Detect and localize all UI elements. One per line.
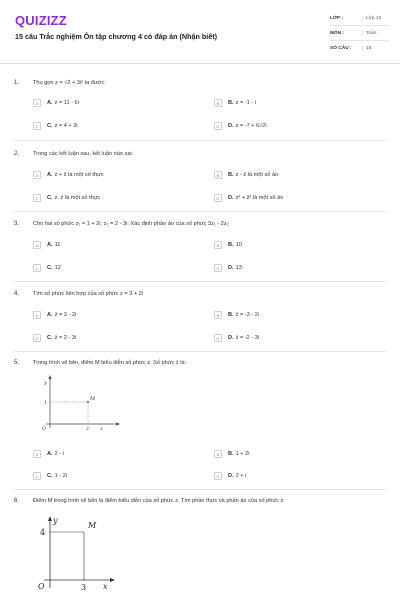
- option-text: 1 + 2i: [235, 451, 250, 457]
- option-letter: B: [214, 450, 222, 458]
- y-axis-arrow: [49, 375, 52, 379]
- option-letter: D: [214, 194, 222, 202]
- option-b[interactable]: [214, 240, 242, 250]
- option-c[interactable]: [33, 121, 78, 131]
- option-label: A.: [47, 451, 53, 457]
- option-letter: D: [214, 472, 222, 480]
- option-c[interactable]: [33, 263, 61, 273]
- x-tick-label: 3: [81, 583, 87, 592]
- option-d[interactable]: [214, 333, 259, 343]
- option-text: z̄ = 3 - 2i: [54, 312, 77, 318]
- option-letter: A: [33, 99, 41, 107]
- option-letter: A: [33, 450, 41, 458]
- option-text: z̄ = -3 - 2i: [235, 312, 260, 318]
- question-number: 4.: [14, 291, 20, 297]
- option-text: 13: [235, 265, 242, 271]
- question-divider: [14, 281, 386, 282]
- option-d[interactable]: [214, 121, 267, 131]
- quizizz-logo: QUIZIZZ: [15, 13, 67, 28]
- y-axis-label: y: [53, 516, 58, 525]
- option-letter: A: [33, 241, 41, 249]
- option-label: A.: [47, 172, 53, 178]
- question-number: 6.: [14, 498, 20, 504]
- count-value: 15: [362, 46, 390, 51]
- option-d[interactable]: [214, 263, 242, 273]
- option-text: z + z̄ là một số thực: [54, 172, 104, 178]
- option-text: 2 + i: [235, 473, 247, 479]
- option-b[interactable]: [214, 310, 259, 320]
- question-divider: [14, 211, 386, 212]
- option-label: D.: [228, 195, 234, 201]
- option-b[interactable]: [214, 170, 278, 180]
- option-text: z² + z̄² là một số ảo: [235, 195, 284, 201]
- option-label: B.: [228, 312, 234, 318]
- question-text: Trong các kết luận sau, kết luận nào sai:: [33, 151, 134, 157]
- option-a[interactable]: [33, 98, 79, 108]
- x-tick-label: 2: [86, 427, 89, 432]
- question-divider: [14, 351, 386, 352]
- x-axis-arrow: [116, 423, 120, 426]
- option-label: B.: [228, 242, 234, 248]
- question-number: 3.: [14, 221, 20, 227]
- worksheet-title: 15 câu Trắc nghiệm Ôn tập chương 4 có đáp án (Nhận biết): [15, 32, 218, 41]
- question-divider: [14, 489, 386, 490]
- option-c[interactable]: [33, 333, 76, 343]
- option-letter: A: [33, 311, 41, 319]
- grade-label: LỚP :: [330, 16, 344, 21]
- question-divider: [14, 140, 386, 141]
- option-label: A.: [47, 312, 53, 318]
- option-text: z̄ = 2 - 3i: [54, 335, 77, 341]
- y-axis-label: y: [44, 380, 47, 386]
- subject-label: MÔN :: [330, 31, 345, 36]
- question-text: Cho hai số phức z₁ = 1 + 2i; z₂ = 2 - 3i. Xác định phần ảo của số phức 3z₁ - 2z₂: [33, 221, 229, 227]
- option-letter: C: [33, 472, 41, 480]
- option-label: D.: [228, 335, 234, 341]
- y-axis-arrow: [48, 516, 52, 521]
- option-label: C.: [47, 123, 53, 129]
- option-text: 11: [54, 242, 61, 248]
- meta-divider: [330, 40, 390, 41]
- question-text: Trong hình vẽ bên, điểm M biểu diễn số phức z. Số phức z̄ là:: [33, 360, 187, 366]
- option-d[interactable]: [214, 193, 283, 203]
- subject-value: Toán: [362, 31, 390, 36]
- question-text: Tìm số phức liên hợp của số phức z = 3 + 2i: [33, 291, 144, 297]
- point-label: M: [88, 521, 97, 530]
- option-b[interactable]: [214, 449, 249, 459]
- option-label: B.: [228, 172, 234, 178]
- option-label: D.: [228, 123, 234, 129]
- grade-value: Lớp 12: [362, 16, 390, 21]
- option-text: z - z̄ là một số ảo: [235, 172, 279, 178]
- option-label: D.: [228, 265, 234, 271]
- option-text: 12: [54, 265, 61, 271]
- y-tick-label: 1: [44, 401, 47, 406]
- question-number: 2.: [14, 151, 20, 157]
- y-tick-label: 4: [40, 528, 46, 537]
- option-text: z. z̄ là một số thực: [54, 195, 101, 201]
- x-axis-label: x: [100, 426, 103, 432]
- option-label: D.: [228, 473, 234, 479]
- option-d[interactable]: [214, 471, 246, 481]
- origin-label: O: [38, 582, 45, 591]
- option-text: 1 - 2i: [54, 473, 68, 479]
- complex-plane-figure: [30, 510, 120, 598]
- question-text: Điểm M trong hình vẽ bên là điểm biểu diễn của số phức z. Tìm phần thực và phần ảo của số phức z: [33, 498, 284, 504]
- option-a[interactable]: [33, 310, 76, 320]
- question-text: Thu gọn z = √2 + 3i² ta được:: [33, 80, 106, 86]
- option-letter: B: [214, 241, 222, 249]
- option-letter: C: [33, 264, 41, 272]
- option-a[interactable]: [33, 170, 104, 180]
- option-text: z = 4 + 3i: [54, 123, 78, 129]
- option-letter: B: [214, 311, 222, 319]
- option-letter: C: [33, 334, 41, 342]
- option-letter: A: [33, 171, 41, 179]
- x-axis-arrow: [110, 578, 115, 582]
- option-a[interactable]: [33, 240, 60, 250]
- point-label: M: [90, 396, 96, 402]
- option-letter: D: [214, 122, 222, 130]
- option-letter: C: [33, 122, 41, 130]
- option-label: A.: [47, 242, 53, 248]
- option-label: C.: [47, 473, 53, 479]
- option-text: 10: [235, 242, 242, 248]
- option-label: B.: [228, 100, 234, 106]
- option-label: B.: [228, 451, 234, 457]
- option-c[interactable]: [33, 471, 67, 481]
- option-label: C.: [47, 335, 53, 341]
- option-letter: D: [214, 334, 222, 342]
- option-label: C.: [47, 195, 53, 201]
- count-label: SỐ CÂU :: [330, 46, 352, 51]
- option-text: z = -1 - i: [235, 100, 256, 106]
- complex-plane-figure: [34, 372, 124, 434]
- origin-label: O: [42, 426, 47, 432]
- option-a[interactable]: [33, 449, 64, 459]
- option-label: C.: [47, 265, 53, 271]
- option-text: z̄ = -2 - 3i: [235, 335, 260, 341]
- question-number: 1.: [14, 80, 20, 86]
- option-letter: B: [214, 171, 222, 179]
- question-number: 5.: [14, 360, 20, 366]
- option-text: z = 11 - 6i: [54, 100, 79, 106]
- option-text: 2 - i: [54, 451, 64, 457]
- option-letter: C: [33, 194, 41, 202]
- worksheet-header: [0, 0, 400, 64]
- x-axis-label: x: [103, 582, 108, 591]
- point-m: [87, 401, 89, 403]
- meta-divider: [330, 25, 390, 26]
- option-b[interactable]: [214, 98, 256, 108]
- option-text: z = -7 + 6√2i: [235, 123, 267, 129]
- option-label: A.: [47, 100, 53, 106]
- option-c[interactable]: [33, 193, 100, 203]
- option-letter: D: [214, 264, 222, 272]
- option-letter: B: [214, 99, 222, 107]
